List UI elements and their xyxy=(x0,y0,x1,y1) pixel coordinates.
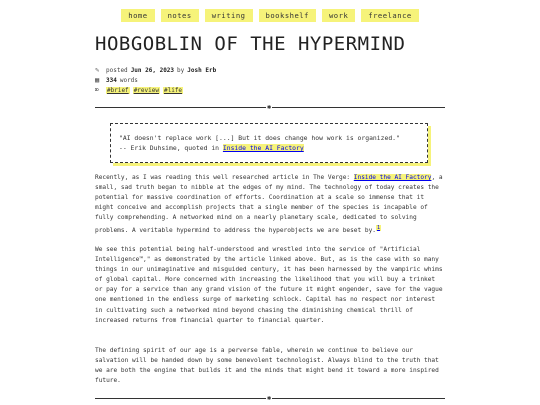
post-meta-words xyxy=(95,76,138,84)
quote-attribution-line xyxy=(119,144,304,152)
paragraph-1-body: , a small, sad truth began to nibble at the edges of my mind. The technology of today creates the potential for massive coordination of efforts. Coordination at a scale so immense that it might conceive and accomplish projects that a single member of the species is incapable of fully comprehending. A networked mind on a nearly planetary scale, dedicated to solving problems. A veritable hypermind to address the hyperobjects we are beset by. xyxy=(95,174,443,235)
tag-life[interactable]: #life xyxy=(163,86,183,94)
tag-review[interactable]: #review xyxy=(133,86,159,94)
nav-notes[interactable]: notes xyxy=(161,9,199,22)
pencil-icon: ✎ xyxy=(95,66,100,74)
top-nav xyxy=(0,9,540,22)
tag-brief[interactable]: #brief xyxy=(107,86,129,94)
star-icon: ✱ xyxy=(267,103,272,111)
word-count: 334 xyxy=(106,76,117,84)
paragraph-1 xyxy=(95,173,445,237)
quote-attribution: -- Erik Duhsime, quoted in xyxy=(119,144,220,152)
counter-icon: ▦ xyxy=(95,76,100,84)
tag-icon: ⌦ xyxy=(95,86,100,94)
post-date: Jun 26, 2023 xyxy=(130,66,175,74)
post-meta-tags xyxy=(95,86,183,94)
paragraph-2: We see this potential being half-understood and wrestled into the service of "Artificial Intelligence™," as demonstrated by the article linked above. But, as is the case with so many things in our unimaginative and misguided century, it has been harnessed by the vampiric whims of global capital. More concerned with increasing the likelihood that you will buy a trinket or pay for a service than any grand vision of the future it might engender, save for the vague one mentioned in the endless surge of marketing schlock. Capital has no respect nor interest in cultivating such a networked mind beyond chasing the diminishing chemical thrill of increased returns from financial quarter to financial quarter. xyxy=(95,246,443,324)
quote-source-link[interactable]: Inside the AI Factory xyxy=(222,144,304,152)
paragraph-3: The defining spirit of our age is a perverse fable, wherein we continue to believe our salvation will be handed down by some benevolent technologist. Always blind to the truth that we are both the engine that builds it and the minds that might bend it toward a more inspired future. xyxy=(95,347,439,385)
nav-bookshelf[interactable]: bookshelf xyxy=(259,9,316,22)
article-link[interactable]: Inside the AI Factory xyxy=(353,174,432,181)
words-label: words xyxy=(119,76,138,84)
nav-writing[interactable]: writing xyxy=(205,9,253,22)
paragraph-1-start: Recently, as I was reading this well researched article in The Verge: xyxy=(95,174,354,181)
post-author: Josh Erb xyxy=(187,66,217,74)
star-icon: ✱ xyxy=(267,394,272,402)
section-divider-top xyxy=(95,103,445,111)
quote-text: "AI doesn't replace work [...] But it does change how work is organized." xyxy=(119,134,400,142)
nav-work[interactable]: work xyxy=(322,9,355,22)
post-meta-date xyxy=(95,66,216,74)
posted-label: posted xyxy=(106,66,128,74)
section-divider-bottom xyxy=(95,394,445,402)
epigraph-quote xyxy=(110,123,428,163)
footnote-ref[interactable]: 1 xyxy=(376,225,380,232)
nav-freelance[interactable]: freelance xyxy=(361,9,418,22)
nav-home[interactable]: home xyxy=(121,9,154,22)
by-label: by xyxy=(177,66,185,74)
page-title: HOBGOBLIN OF THE HYPERMIND xyxy=(95,33,406,55)
